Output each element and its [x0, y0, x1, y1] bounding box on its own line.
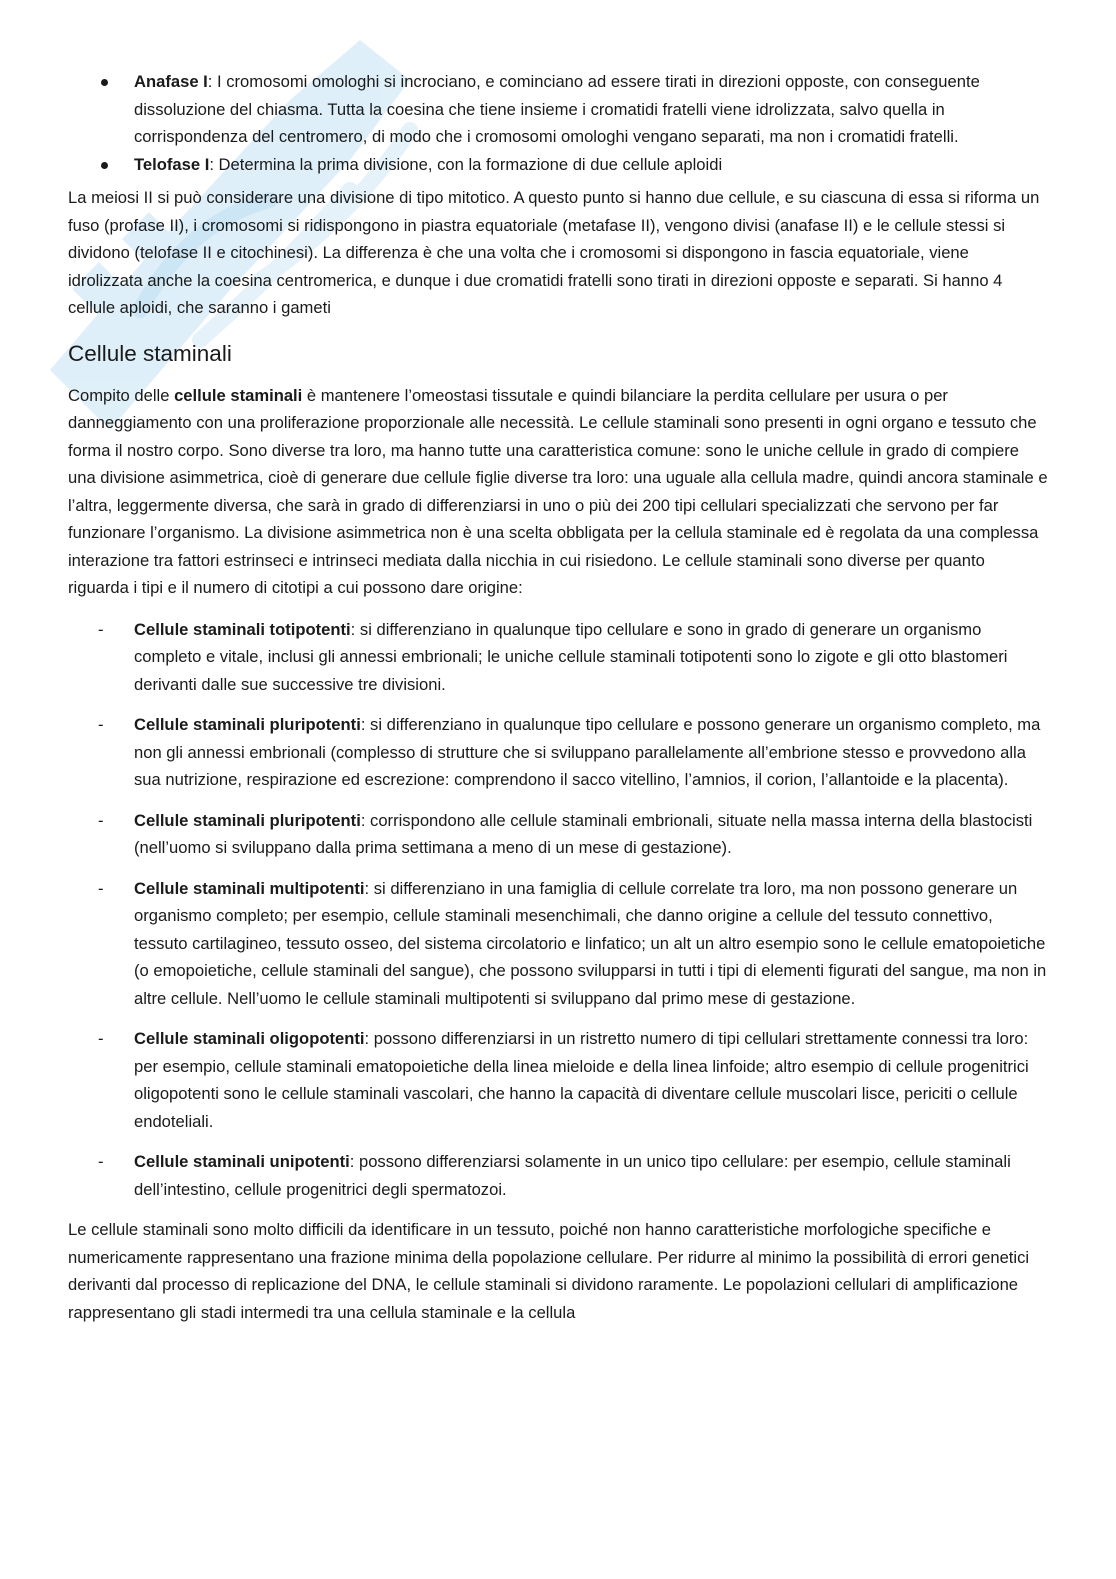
intro-text: è mantenere l’omeostasi tissutale e quindi bilanciare la perdita cellulare per usura o per danneggiamento con una proliferazione proporzionale alle necessità. Le cellule staminali sono presenti in ogni organo e tessuto che forma il nostro corpo. Sono diverse tra loro, ma hanno tutte una caratteristica comune: sono le uniche cellule in grado di compiere una divisione asimmetrica, cioè di generare due cellule figlie diverse tra loro: una uguale alla cellula madre, quindi ancora staminale e l’altra, leggermente diversa, che sarà in grado di differenziarsi in uno o più dei 200 tipi cellulari specializzati che servono per far funzionare l’organismo. La divisione asimmetrica non è una scelta obbligata per la cellula staminale ed è regolata da una complessa interazione tra fattori estrinseci e intrinseci mediata dalla nicchia in cui risiedono. Le cellule staminali sono diverse per quanto riguarda i tipi e il numero di citotipi a cui possono dare origine:	[68, 385, 1048, 597]
list-item	[68, 1025, 1048, 1135]
bullet-icon	[101, 79, 108, 86]
type-text: : possono differenziarsi in un ristretto numero di tipi cellulari strettamente connessi tra loro: per esempio, cellule staminali ematopoietiche della linea mieloide e della linea linfoide; altro esempio di cellule progenitrici oligopotenti sono le cellule staminali vascolari, che hanno la capacità di diventare cellule muscolari lisce, periciti o cellule endoteliali.	[134, 1029, 1029, 1131]
intro-bold: cellule staminali	[174, 385, 303, 405]
type-title: Cellule staminali pluripotenti	[134, 715, 361, 734]
type-text: : si differenziano in qualunque tipo cellulare e sono in grado di generare un organismo completo e vitale, inclusi gli annessi embrionali; le uniche cellule staminali totipotenti sono lo zigote e gli otto blastomeri derivanti dalle sue successive tre divisioni.	[134, 619, 1008, 694]
list-item	[68, 807, 1048, 862]
intro-paragraph	[68, 382, 1048, 602]
type-title: Cellule staminali totipotenti	[134, 619, 351, 639]
list-item	[68, 875, 1048, 1013]
dash-marker: -	[98, 1029, 104, 1048]
phase-title: Telofase I	[134, 154, 210, 174]
type-text: : si differenziano in qualunque tipo cellulare e possono generare un organismo completo, ma non gli annessi embrionali (complesso di strutture che si sviluppano parallelamente all’embrione stesso e provvedono alla sua nutrizione, respirazione ed escrezione: comprendono il sacco vitellino, l’amnios, il corion, l’allantoide e la placenta).	[134, 715, 1041, 789]
phase-title: Anafase I	[134, 72, 208, 91]
list-item	[68, 68, 1048, 151]
list-item	[68, 711, 1048, 794]
type-text: : possono differenziarsi solamente in un unico tipo cellulare: per esempio, cellule staminali dell’intestino, cellule progenitrici degli spermatozoi.	[134, 1152, 1011, 1199]
type-title: Cellule staminali pluripotenti	[134, 810, 361, 830]
type-text: : corrispondono alle cellule staminali embrionali, situate nella massa interna della blastocisti (nell’uomo si sviluppano dalla prima settimana a meno di un mese di gestazione).	[134, 810, 1033, 857]
dash-marker: -	[98, 878, 104, 898]
bullet-icon	[101, 162, 108, 169]
stem-cell-types-list	[68, 616, 1048, 1204]
list-item	[68, 151, 1048, 179]
list-item	[68, 1148, 1048, 1203]
intro-prefix: Compito delle	[68, 385, 175, 405]
phase-text: : I cromosomi omologhi si incrociano, e cominciano ad essere tirati in direzioni opposte, con conseguente dissoluzione del chiasma. Tutta la coesina che tiene insieme i cromatidi fratelli viene idrolizzata, salvo quella in corrispondenza del centromero, di modo che i cromosomi omologhi vengano separati, ma non i cromatidi fratelli.	[134, 72, 980, 146]
type-title: Cellule staminali unipotenti	[134, 1152, 350, 1171]
type-text: : si differenziano in una famiglia di cellule correlate tra loro, ma non possono generare un organismo completo; per esempio, cellule staminali mesenchimali, che danno origine a cellule del tessuto connettivo, tessuto cartilagineo, tessuto osseo, del sistema circolatorio e linfatico; un alt un altro esempio sono le cellule ematopoietiche (o emopoietiche, cellule staminali del sangue), che possono svilupparsi in tutti i tipi di elementi figurati del sangue, ma non in altre cellule. Nell’uomo le cellule staminali multipotenti si sviluppano dal primo mese di gestazione.	[134, 878, 1047, 1008]
dash-marker: -	[98, 1152, 104, 1171]
meiosis-ii-paragraph: La meiosi II si può considerare una divisione di tipo mitotico. A questo punto si hanno due cellule, e su ciascuna di essa si riforma un fuso (profase II), i cromosomi si ridispongono in piastra equatoriale (metafase II), vengono divisi (anafase II) e le cellule stessi si dividono (telofase II e citochinesi). La differenza è che una volta che i cromosomi si dispongono in fascia equatoriale, viene idrolizzata anche la coesina centromerica, e dunque i due cromatidi fratelli sono tirati in direzioni opposte e separati. Si hanno 4 cellule aploidi, che saranno i gameti	[68, 188, 1040, 317]
closing-paragraph: Le cellule staminali sono molto difficili da identificare in un tessuto, poiché non hanno caratteristiche morfologiche specifiche e numericamente rappresentano una frazione minima della popolazione cellulare. Per ridurre al minimo la possibilità di errori genetici derivanti dal processo di replicazione del DNA, le cellule staminali si dividono raramente. Le popolazioni cellulari di amplificazione rappresentano gli stadi intermedi tra una cellula staminale e la cellula	[68, 1220, 1030, 1322]
dash-marker: -	[98, 619, 104, 639]
page-content	[68, 68, 1048, 1326]
meiosis-phase-list	[68, 68, 1048, 178]
type-title: Cellule staminali oligopotenti	[134, 1029, 365, 1048]
list-item	[68, 616, 1048, 699]
dash-marker: -	[98, 810, 104, 830]
section-heading: Cellule staminali	[68, 340, 232, 366]
phase-text: : Determina la prima divisione, con la formazione di due cellule aploidi	[209, 154, 723, 174]
dash-marker: -	[98, 715, 104, 734]
type-title: Cellule staminali multipotenti	[134, 878, 365, 898]
